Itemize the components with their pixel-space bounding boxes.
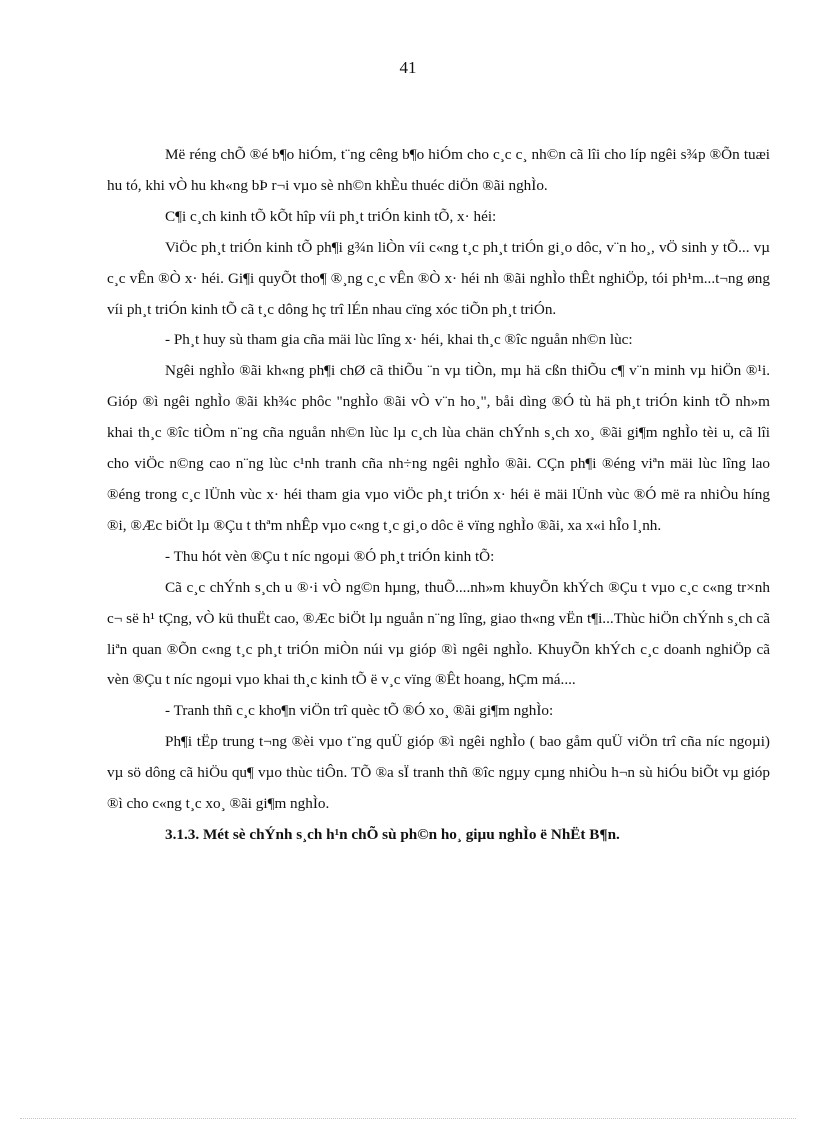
- paragraph-6: - Thu hót vèn ®Çu t níc ngoµi ®Ó ph¸t triÓn kinh tÕ:: [165, 547, 495, 565]
- paragraph-2: C¶i c¸ch kinh tÕ kÕt hîp víi ph¸t triÓn kinh tÕ, x· héi:: [165, 207, 497, 225]
- paragraph-9: Ph¶i tËp trung t¬ng ®èi vµo t¨ng quÜ gióp ®ì ngêi nghÌo ( bao gåm quÜ viÖn trî cña níc ngoµi) vµ sö dông cã hiÖu qu¶ vµo thùc tiÔn. TÕ ®a sÏ tranh thñ ®îc ngµy cµng nhiÒu h¬n sù hiÓu biÕt vµ gióp ®ì cho c«ng t¸c xo¸ ®ãi gi¶m nghÌo.: [107, 733, 770, 813]
- section-heading: 3.1.3. Mét sè chÝnh s¸ch h¹n chÕ sù ph©n ho¸ giµu nghÌo ë NhËt B¶n.: [165, 825, 620, 843]
- paragraph-5: Ngêi nghÌo ®ãi kh«ng ph¶i chØ cã thiÕu ¨n vµ tiÒn, mµ hä cßn thiÕu c¶ v¨n minh vµ hiÖn ®¹i. Gióp ®ì ngêi nghÌo ®ãi kh¾c phôc "nghÌo ®ãi vÒ v¨n ho¸", båi dìng ®Ó tù hä ph¸t triÓn kinh tÕ nh»m khai th¸c ®îc tiÒm n¨ng cña nguån nh©n lùc lµ c¸ch lùa chän chÝnh s¸ch xo¸ ®ãi gi¶m nghÌo tèi u, cã lîi cho viÖc n©ng cao n¨ng lùc c¹nh tranh cña nh÷ng ngêi nghÌo ®ãi. CÇn ph¶i ®éng viªn mäi lùc lîng lao ®éng trong c¸c lÜnh vùc x· héi tham gia vµo viÖc ph¸t triÓn x· héi ë mäi lÜnh vùc ®Ó më ra nhiÒu híng ®i, ®Æc biÖt lµ ®Çu t thªm nhÊp vµo c«ng t¸c gi¸o dôc ë vïng nghÌo ®ãi, xa x«i hÎo l¸nh.: [107, 362, 770, 534]
- paragraph-3: ViÖc ph¸t triÓn kinh tÕ ph¶i g¾n liÒn víi c«ng t¸c ph¸t triÓn gi¸o dôc, v¨n ho¸, vÖ sinh y tÕ... vµ c¸c vÊn ®Ò x· héi. Gi¶i quyÕt tho¶ ®¸ng c¸c vÊn ®Ò x· héi nh ®ãi nghÌo thÊt nghiÖp, tói ph¹m...t¬ng øng víi ph¸t triÓn kinh tÕ cã t¸c dông hç trî lÉn nhau cïng xóc tiÕn ph¸t triÓn.: [107, 238, 770, 318]
- paragraph-8: - Tranh thñ c¸c kho¶n viÖn trî quèc tÕ ®Ó xo¸ ®ãi gi¶m nghÌo:: [165, 702, 554, 720]
- page-number: 41: [399, 58, 417, 77]
- paragraph-4: - Ph¸t huy sù tham gia cña mäi lùc lîng x· héi, khai th¸c ®îc nguån nh©n lùc:: [165, 331, 633, 349]
- paragraph-1: Më réng chÕ ®é b¶o hiÓm, t¨ng cêng b¶o hiÓm cho c¸c c¸ nh©n cã lîi cho líp ngêi s¾p ®Õn tuæi hu tó, khi vÒ hu kh«ng bÞ r¬i vµo sè nh©n khÈu thuéc diÖn ®ãi nghÌo.: [107, 146, 770, 194]
- document-body: [107, 140, 770, 851]
- paragraph-7: Cã c¸c chÝnh s¸ch u ®·i vÒ ng©n hµng, thuÕ....nh»m khuyÕn khÝch ®Çu t vµo c¸c c«ng tr×nh c¬ së h¹ tÇng, vÒ kü thuËt cao, ®Æc biÖt lµ nguån n¨ng lîng, giao th«ng vËn t¶i...Thùc hiÖn chÝnh s¸ch cã liªn quan ®Õn c«ng t¸c ph¸t triÓn miÒn núi vµ gióp ®ì ngêi nghÌo. KhuyÕn khÝch c¸c doanh nghiÖp cã vèn ®Çu t níc ngoµi vµo khai th¸c kinh tÕ ë v¸c vïng ®Êt hoang, hÇm má....: [107, 578, 770, 689]
- footer-rule: [20, 1118, 796, 1119]
